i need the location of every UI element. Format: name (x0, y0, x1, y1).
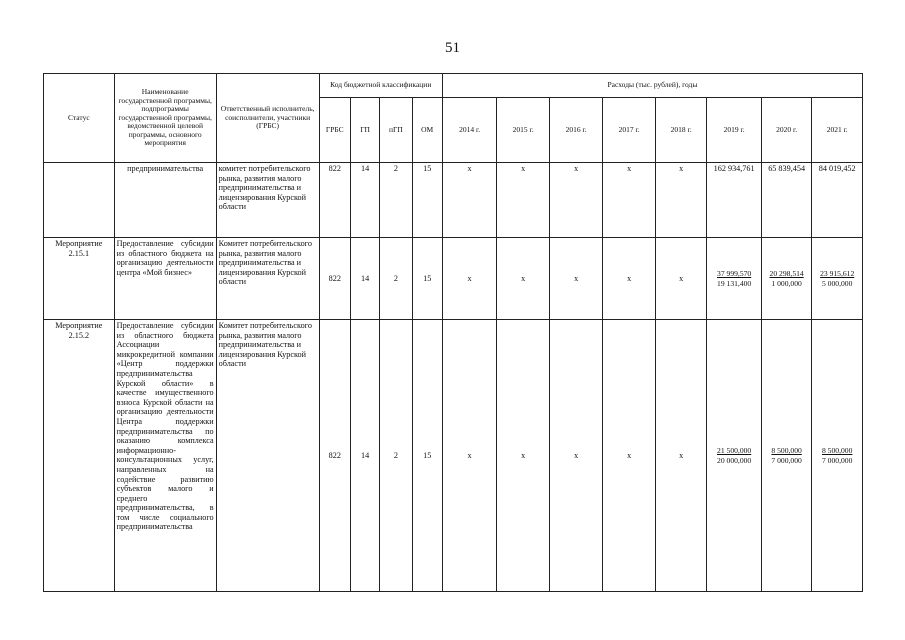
om-cell: 15 (412, 320, 442, 592)
status-cell: Мероприятие 2.15.2 (44, 320, 115, 592)
table-row (44, 238, 863, 320)
pgp-cell: 2 (380, 163, 412, 238)
pgp-cell: 2 (380, 320, 412, 592)
header-year-2015: 2015 г. (497, 98, 550, 163)
year-2015-cell: х (497, 238, 550, 320)
header-status: Статус (44, 74, 115, 163)
year-2017-cell: х (603, 320, 656, 592)
amount-part: 1 000,000 (771, 278, 802, 288)
amount-part: 20 000,000 (717, 455, 752, 465)
year-2018-cell: х (655, 238, 706, 320)
amount-total: 8 500,000 (771, 446, 802, 456)
header-om: ОМ (412, 98, 442, 163)
grbs-cell: 822 (319, 238, 350, 320)
year-2021-cell (812, 320, 863, 592)
table-row (44, 163, 863, 238)
amount-part: 7 000,000 (771, 455, 802, 465)
grbs-cell: 822 (319, 163, 350, 238)
year-2015-cell: х (497, 320, 550, 592)
table-row (44, 320, 863, 592)
year-2021-cell (812, 163, 863, 238)
year-2018-cell: х (655, 320, 706, 592)
year-2020-cell (761, 320, 811, 592)
page-number: 51 (445, 40, 460, 56)
header-executor: Ответственный исполнитель, соисполнители, участники (ГРБС) (216, 74, 319, 163)
budget-table (43, 73, 863, 592)
year-2019-cell (707, 238, 762, 320)
year-2019-cell (707, 320, 762, 592)
name-cell: предпринимательства (114, 163, 216, 238)
header-expenses-group: Расходы (тыс. рублей), годы (442, 74, 862, 98)
om-cell: 15 (412, 163, 442, 238)
header-year-2019: 2019 г. (707, 98, 762, 163)
executor-cell: комитет потребительского рынка, развития малого предпринимательства и лицензирования Курской области (216, 163, 319, 238)
year-2017-cell: х (603, 163, 656, 238)
header-year-2018: 2018 г. (655, 98, 706, 163)
year-2014-cell: х (442, 320, 497, 592)
gp-cell: 14 (350, 163, 379, 238)
header-code-group: Код бюджетной классификации (319, 74, 442, 98)
header-year-2016: 2016 г. (549, 98, 603, 163)
executor-cell: Комитет потребительского рынка, развития малого предпринимательства и лицензирования Курской области (216, 238, 319, 320)
amount-part: 5 000,000 (821, 278, 853, 288)
amount-total: 8 500,000 (821, 446, 853, 456)
year-2021-cell (812, 238, 863, 320)
amount-total: 21 500,000 (717, 446, 752, 456)
executor-cell: Комитет потребительского рынка, развития малого предпринимательства и лицензирования Курской области (216, 320, 319, 592)
year-2020-cell (761, 163, 811, 238)
amount-part: 19 131,400 (717, 278, 752, 288)
pgp-cell: 2 (380, 238, 412, 320)
status-cell (44, 163, 115, 238)
gp-cell: 14 (350, 320, 379, 592)
year-2014-cell: х (442, 238, 497, 320)
name-cell: Предоставление субсидии из областного бюджета Ассоциации микрокредитной компании «Центр поддержки предпринимательства Курской области» в качестве имущественного взноса Курской области на организацию деятельности Центра поддержки предпринимательства по оказанию комплекса информационно-консультационных услуг, направленных на содействие развитию субъектов малого и среднего предпринимательства, в том числе социального предпринимательства (114, 320, 216, 592)
amount-value: 162 934,761 (713, 164, 755, 173)
amount-part: 7 000,000 (821, 455, 853, 465)
header-year-2017: 2017 г. (603, 98, 656, 163)
header-year-2020: 2020 г. (761, 98, 811, 163)
name-cell: Предоставление субсидии из областного бюджета на организацию деятельности центра «Мой бизнес» (114, 238, 216, 320)
year-2014-cell: х (442, 163, 497, 238)
amount-total: 23 915,612 (820, 269, 855, 279)
year-2018-cell: х (655, 163, 706, 238)
header-gp: ГП (350, 98, 379, 163)
amount-value: 65 839,454 (768, 164, 806, 173)
header-name: Наименование государственной программы, подпрограммы государственной программы, ведомственной целевой программы, основного мероприятия (114, 74, 216, 163)
year-2019-cell (707, 163, 762, 238)
year-2017-cell: х (603, 238, 656, 320)
amount-total: 37 999,570 (717, 269, 752, 279)
gp-cell: 14 (350, 238, 379, 320)
header-year-2021: 2021 г. (812, 98, 863, 163)
om-cell: 15 (412, 238, 442, 320)
year-2016-cell: х (549, 320, 603, 592)
amount-total: 20 298,514 (769, 269, 804, 279)
year-2015-cell: х (497, 163, 550, 238)
grbs-cell: 822 (319, 320, 350, 592)
year-2016-cell: х (549, 238, 603, 320)
year-2020-cell (761, 238, 811, 320)
header-year-2014: 2014 г. (442, 98, 497, 163)
year-2016-cell: х (549, 163, 603, 238)
header-grbs: ГРБС (319, 98, 350, 163)
header-pgp: пГП (380, 98, 412, 163)
amount-value: 84 019,452 (818, 164, 856, 173)
status-cell: Мероприятие 2.15.1 (44, 238, 115, 320)
